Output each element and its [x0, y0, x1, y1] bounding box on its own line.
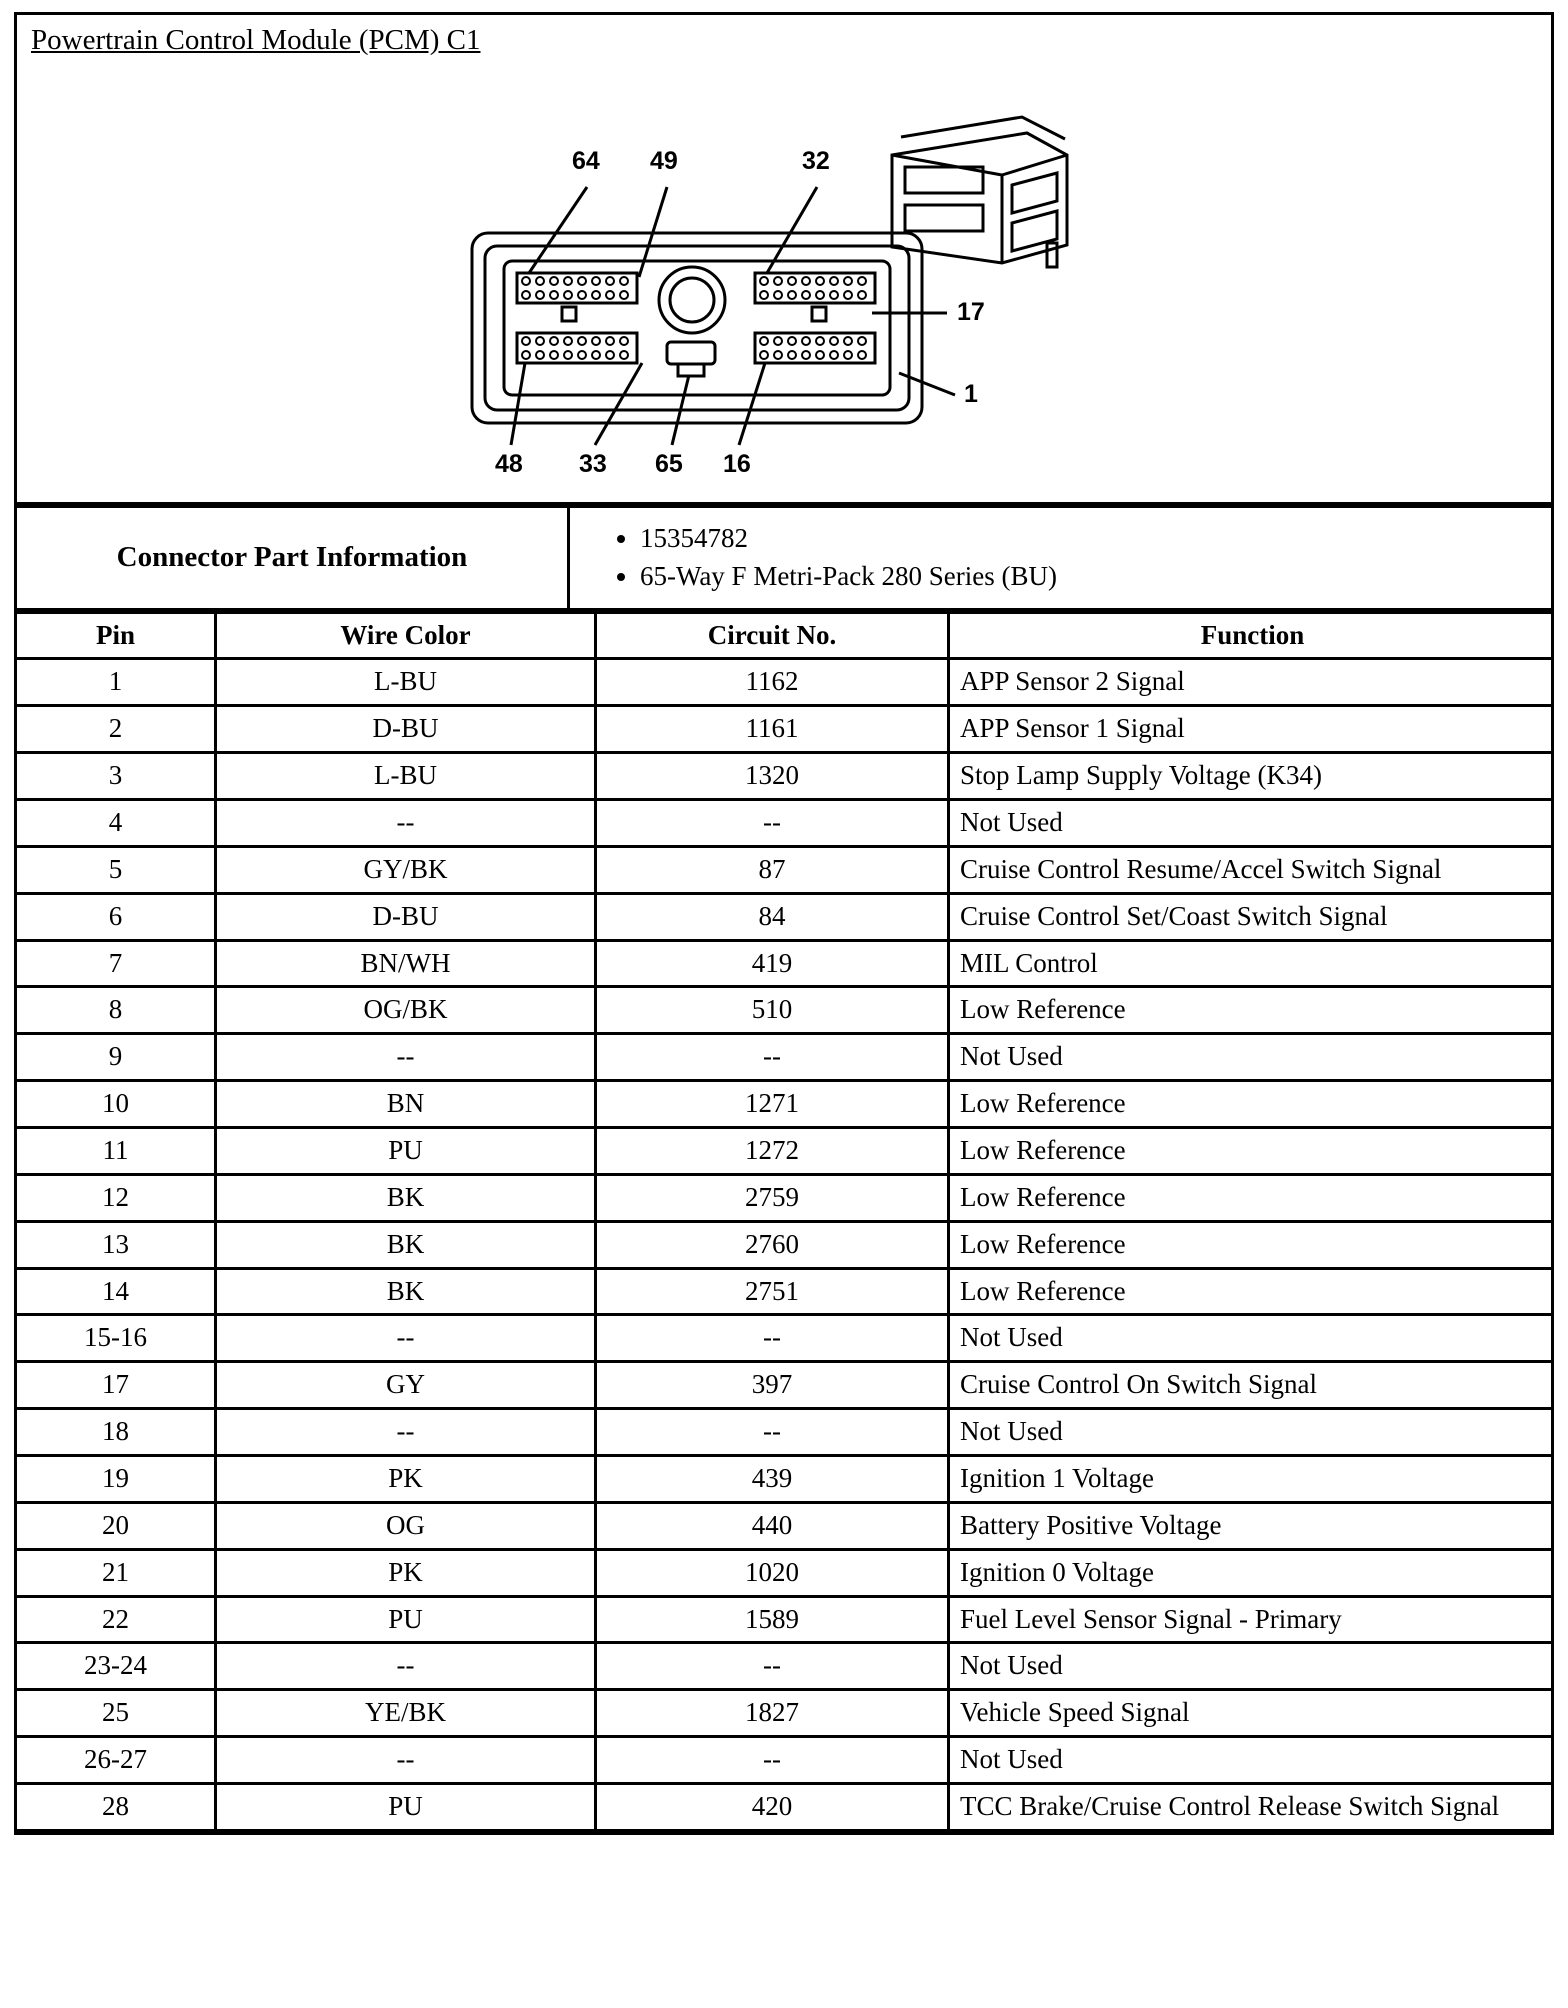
- cell-circuit: 510: [596, 987, 949, 1034]
- cell-circuit: 419: [596, 940, 949, 987]
- callout-1: 1: [964, 380, 978, 408]
- cell-wire: L-BU: [216, 659, 596, 706]
- cell-wire: OG: [216, 1502, 596, 1549]
- table-row: [17, 1127, 1551, 1174]
- callout-65: 65: [655, 450, 683, 478]
- cell-pin: 15-16: [17, 1315, 216, 1362]
- callout-17: 17: [957, 298, 985, 326]
- callout-32: 32: [802, 147, 830, 175]
- cell-function: Not Used: [949, 1409, 1552, 1456]
- table-row: [17, 987, 1551, 1034]
- cell-wire: D-BU: [216, 893, 596, 940]
- connector-part-information-table: [17, 505, 1551, 611]
- cell-wire: PK: [216, 1455, 596, 1502]
- connector-part-information-label: Connector Part Information: [17, 507, 569, 610]
- table-row: [17, 893, 1551, 940]
- cell-pin: 9: [17, 1034, 216, 1081]
- cell-pin: 10: [17, 1081, 216, 1128]
- callout-64: 64: [572, 147, 600, 175]
- cell-function: Cruise Control Set/Coast Switch Signal: [949, 893, 1552, 940]
- cell-function: MIL Control: [949, 940, 1552, 987]
- diagram-panel: [17, 15, 1551, 505]
- column-header-wire: Wire Color: [216, 612, 596, 659]
- cell-pin: 12: [17, 1174, 216, 1221]
- table-row: [17, 1315, 1551, 1362]
- callout-48: 48: [495, 450, 523, 478]
- cell-pin: 3: [17, 753, 216, 800]
- callout-16: 16: [723, 450, 751, 478]
- cell-pin: 20: [17, 1502, 216, 1549]
- table-row: [17, 940, 1551, 987]
- cell-wire: --: [216, 799, 596, 846]
- cell-function: Stop Lamp Supply Voltage (K34): [949, 753, 1552, 800]
- cell-wire: --: [216, 1737, 596, 1784]
- cell-function: TCC Brake/Cruise Control Release Switch Signal: [949, 1783, 1552, 1830]
- cell-circuit: 420: [596, 1783, 949, 1830]
- cell-function: Fuel Level Sensor Signal - Primary: [949, 1596, 1552, 1643]
- cell-wire: GY/BK: [216, 846, 596, 893]
- cell-circuit: --: [596, 1737, 949, 1784]
- connector-svg: [17, 15, 1568, 505]
- list-item: • 15354782: [640, 522, 1551, 556]
- cell-pin: 1: [17, 659, 216, 706]
- cell-circuit: --: [596, 1409, 949, 1456]
- cell-pin: 13: [17, 1221, 216, 1268]
- cell-function: Low Reference: [949, 987, 1552, 1034]
- table-row: [17, 507, 1551, 610]
- cell-function: Low Reference: [949, 1081, 1552, 1128]
- cell-circuit: 1161: [596, 706, 949, 753]
- cell-wire: OG/BK: [216, 987, 596, 1034]
- cell-function: Not Used: [949, 1034, 1552, 1081]
- cell-wire: BN: [216, 1081, 596, 1128]
- page-title: Powertrain Control Module (PCM) C1: [31, 24, 481, 56]
- cell-circuit: 1020: [596, 1549, 949, 1596]
- cell-wire: YE/BK: [216, 1690, 596, 1737]
- column-header-function: Function: [949, 612, 1552, 659]
- cell-circuit: 1827: [596, 1690, 949, 1737]
- cell-circuit: 1271: [596, 1081, 949, 1128]
- cell-function: Not Used: [949, 1643, 1552, 1690]
- cell-function: APP Sensor 1 Signal: [949, 706, 1552, 753]
- cell-pin: 7: [17, 940, 216, 987]
- cell-pin: 22: [17, 1596, 216, 1643]
- cell-circuit: --: [596, 1315, 949, 1362]
- table-row: [17, 1362, 1551, 1409]
- table-row: [17, 1174, 1551, 1221]
- cell-wire: PU: [216, 1783, 596, 1830]
- cell-wire: BK: [216, 1268, 596, 1315]
- table-row: [17, 1455, 1551, 1502]
- cell-wire: --: [216, 1034, 596, 1081]
- cell-circuit: --: [596, 1643, 949, 1690]
- cell-function: Vehicle Speed Signal: [949, 1690, 1552, 1737]
- cell-function: Cruise Control Resume/Accel Switch Signal: [949, 846, 1552, 893]
- cell-pin: 14: [17, 1268, 216, 1315]
- callout-49: 49: [650, 147, 678, 175]
- cell-wire: PK: [216, 1549, 596, 1596]
- table-row: [17, 1081, 1551, 1128]
- cell-pin: 18: [17, 1409, 216, 1456]
- cell-function: Cruise Control On Switch Signal: [949, 1362, 1552, 1409]
- cell-wire: --: [216, 1643, 596, 1690]
- connector-part-information-values: [569, 507, 1552, 610]
- cell-pin: 17: [17, 1362, 216, 1409]
- column-header-pin: Pin: [17, 612, 216, 659]
- cell-pin: 21: [17, 1549, 216, 1596]
- table-row: [17, 1737, 1551, 1784]
- table-row: [17, 799, 1551, 846]
- cell-wire: BN/WH: [216, 940, 596, 987]
- table-row: [17, 706, 1551, 753]
- table-row: [17, 1502, 1551, 1549]
- cell-circuit: 87: [596, 846, 949, 893]
- cell-circuit: 397: [596, 1362, 949, 1409]
- cell-wire: L-BU: [216, 753, 596, 800]
- list-item: • 65-Way F Metri-Pack 280 Series (BU): [640, 560, 1551, 594]
- cell-function: Not Used: [949, 799, 1552, 846]
- table-row: [17, 1596, 1551, 1643]
- cell-function: Low Reference: [949, 1127, 1552, 1174]
- cell-pin: 19: [17, 1455, 216, 1502]
- pin-table: [17, 611, 1551, 1832]
- column-header-circuit: Circuit No.: [596, 612, 949, 659]
- table-header-row: [17, 612, 1551, 659]
- table-row: [17, 1268, 1551, 1315]
- cell-function: Not Used: [949, 1315, 1552, 1362]
- cell-circuit: 439: [596, 1455, 949, 1502]
- table-row: [17, 1549, 1551, 1596]
- cell-pin: 25: [17, 1690, 216, 1737]
- cell-pin: 11: [17, 1127, 216, 1174]
- cell-function: Low Reference: [949, 1174, 1552, 1221]
- cell-wire: BK: [216, 1174, 596, 1221]
- table-row: [17, 1690, 1551, 1737]
- table-row: [17, 1221, 1551, 1268]
- table-row: [17, 1409, 1551, 1456]
- table-row: [17, 1643, 1551, 1690]
- cell-function: Not Used: [949, 1737, 1552, 1784]
- cell-pin: 4: [17, 799, 216, 846]
- cell-circuit: --: [596, 1034, 949, 1081]
- cell-wire: PU: [216, 1127, 596, 1174]
- cell-wire: GY: [216, 1362, 596, 1409]
- cell-wire: PU: [216, 1596, 596, 1643]
- cell-circuit: 1320: [596, 753, 949, 800]
- table-row: [17, 846, 1551, 893]
- cell-circuit: 2760: [596, 1221, 949, 1268]
- connector-document: [14, 12, 1554, 1835]
- cell-pin: 5: [17, 846, 216, 893]
- table-row: [17, 753, 1551, 800]
- cell-pin: 8: [17, 987, 216, 1034]
- cell-function: Battery Positive Voltage: [949, 1502, 1552, 1549]
- cell-circuit: 1162: [596, 659, 949, 706]
- cell-pin: 26-27: [17, 1737, 216, 1784]
- table-row: [17, 659, 1551, 706]
- cell-function: Low Reference: [949, 1268, 1552, 1315]
- cell-pin: 6: [17, 893, 216, 940]
- table-row: [17, 1783, 1551, 1830]
- cell-function: Ignition 1 Voltage: [949, 1455, 1552, 1502]
- connector-illustration: [17, 15, 1551, 502]
- cell-pin: 23-24: [17, 1643, 216, 1690]
- cell-circuit: 84: [596, 893, 949, 940]
- cell-wire: --: [216, 1315, 596, 1362]
- cell-circuit: 1272: [596, 1127, 949, 1174]
- table-row: [17, 1034, 1551, 1081]
- callout-33: 33: [579, 450, 607, 478]
- cell-pin: 28: [17, 1783, 216, 1830]
- cell-circuit: 2751: [596, 1268, 949, 1315]
- cell-circuit: 2759: [596, 1174, 949, 1221]
- cell-circuit: 440: [596, 1502, 949, 1549]
- cell-function: Low Reference: [949, 1221, 1552, 1268]
- cell-pin: 2: [17, 706, 216, 753]
- cell-function: Ignition 0 Voltage: [949, 1549, 1552, 1596]
- cell-wire: BK: [216, 1221, 596, 1268]
- cell-function: APP Sensor 2 Signal: [949, 659, 1552, 706]
- cell-wire: --: [216, 1409, 596, 1456]
- cell-wire: D-BU: [216, 706, 596, 753]
- cell-circuit: --: [596, 799, 949, 846]
- cell-circuit: 1589: [596, 1596, 949, 1643]
